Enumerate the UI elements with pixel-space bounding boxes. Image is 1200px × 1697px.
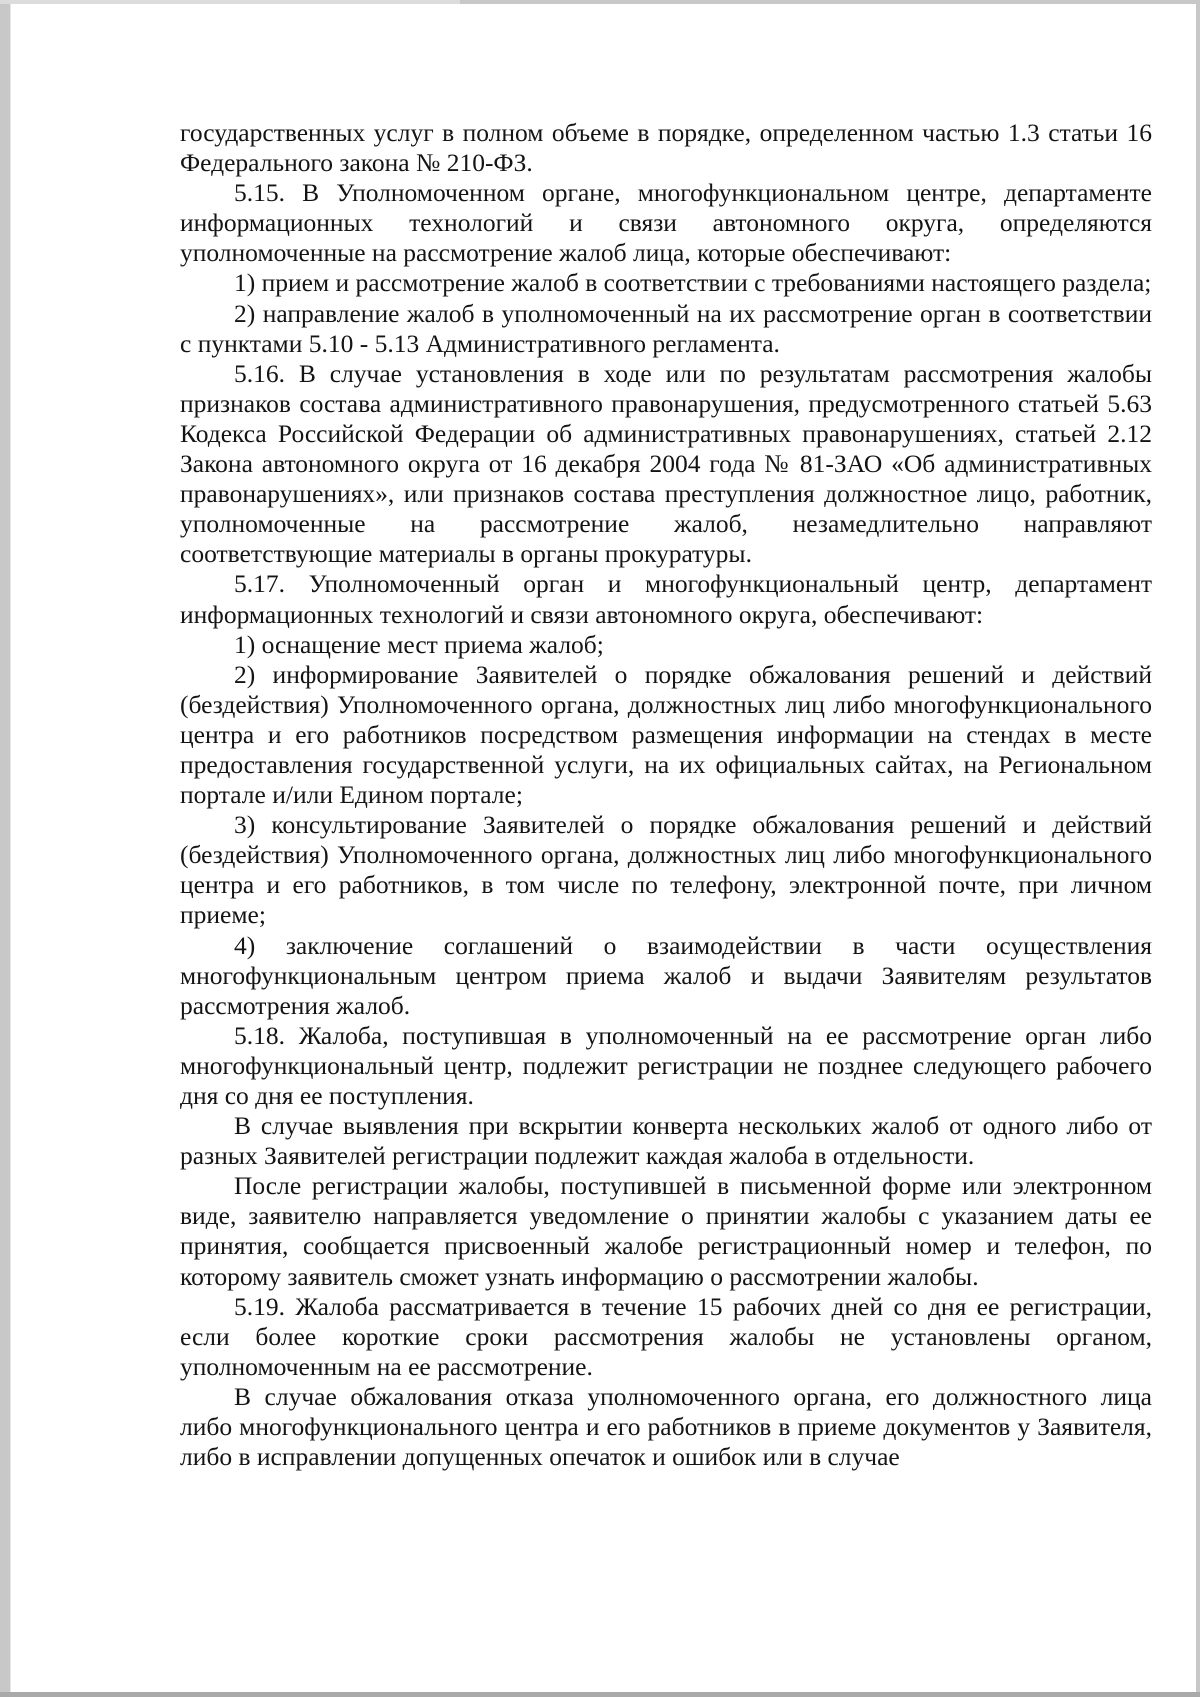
paragraph-5-17-item-2: 2) информирование Заявителей о порядке обжалования решений и действий (бездействия) Уполномоченного органа, должностных лиц либо многофункционального центра и его работников посредством размещения информации на стендах в месте предоставления государственной услуги, на их официальных сайтах, на Региональном портале и/или Едином портале; xyxy=(180,659,1152,810)
paragraph-5-17-item-4: 4) заключение соглашений о взаимодействии в части осуществления многофункциональным центром приема жалоб и выдачи Заявителям результатов рассмотрения жалоб. xyxy=(180,930,1152,1020)
paragraph-5-18-notification: После регистрации жалобы, поступившей в письменной форме или электронном виде, заявителю направляется уведомление о принятии жалобы с указанием даты ее принятия, сообщается присвоенный жалобе регистрационный номер и телефон, по которому заявитель сможет узнать информацию о рассмотрении жалобы. xyxy=(180,1171,1152,1291)
paragraph-5-19: 5.19. Жалоба рассматривается в течение 15 рабочих дней со дня ее регистрации, если более короткие сроки рассмотрения жалобы не установлены органом, уполномоченным на ее рассмотрение. xyxy=(180,1291,1152,1381)
scan-edge-bottom xyxy=(0,1692,1200,1697)
paragraph-continuation: государственных услуг в полном объеме в порядке, определенном частью 1.3 статьи 16 Федерального закона № 210-ФЗ. xyxy=(180,118,1152,178)
paragraph-5-17-item-1: 1) оснащение мест приема жалоб; xyxy=(234,629,604,659)
document-body xyxy=(180,118,1152,1472)
paragraph-5-17-item-3: 3) консультирование Заявителей о порядке обжалования решений и действий (бездействия) Уполномоченного органа, должностных лиц либо многофункционального центра и его работников, в том числе по телефону, электронной почте, при личном приеме; xyxy=(180,810,1152,930)
paragraph-5-15-item-1: 1) прием и рассмотрение жалоб в соответствии с требованиями настоящего раздела; xyxy=(234,268,1152,298)
paragraph-5-15: 5.15. В Уполномоченном органе, многофункциональном центре, департаменте информационных технологий и связи автономного округа, определяются уполномоченные на рассмотрение жалоб лица, которые обеспечивают: xyxy=(180,178,1152,268)
paragraph-5-15-item-2: 2) направление жалоб в уполномоченный на их рассмотрение орган в соответствии с пунктами 5.10 - 5.13 Административного регламента. xyxy=(180,298,1152,358)
paragraph-5-18: 5.18. Жалоба, поступившая в уполномоченный на ее рассмотрение орган либо многофункциональный центр, подлежит регистрации не позднее следующего рабочего дня со дня ее поступления. xyxy=(180,1020,1152,1110)
paragraph-5-18-multiple-complaints: В случае выявления при вскрытии конверта нескольких жалоб от одного либо от разных Заявителей регистрации подлежит каждая жалоба в отдельности. xyxy=(180,1111,1152,1171)
paragraph-5-16: 5.16. В случае установления в ходе или по результатам рассмотрения жалобы признаков состава административного правонарушения, предусмотренного статьей 5.63 Кодекса Российской Федерации об административных правонарушениях, статьей 2.12 Закона автономного округа от 16 декабря 2004 года № 81-ЗАО «Об административных правонарушениях», или признаков состава преступления должностное лицо, работник, уполномоченные на рассмотрение жалоб, незамедлительно направляют соответствующие материалы в органы прокуратуры. xyxy=(180,358,1152,569)
paragraph-5-19-refusal: В случае обжалования отказа уполномоченного органа, его должностного лица либо многофункционального центра и его работников в приеме документов у Заявителя, либо в исправлении допущенных опечаток и ошибок или в случае xyxy=(180,1381,1152,1472)
paragraph-5-17: 5.17. Уполномоченный орган и многофункциональный центр, департамент информационных технологий и связи автономного округа, обеспечивают: xyxy=(180,569,1152,629)
